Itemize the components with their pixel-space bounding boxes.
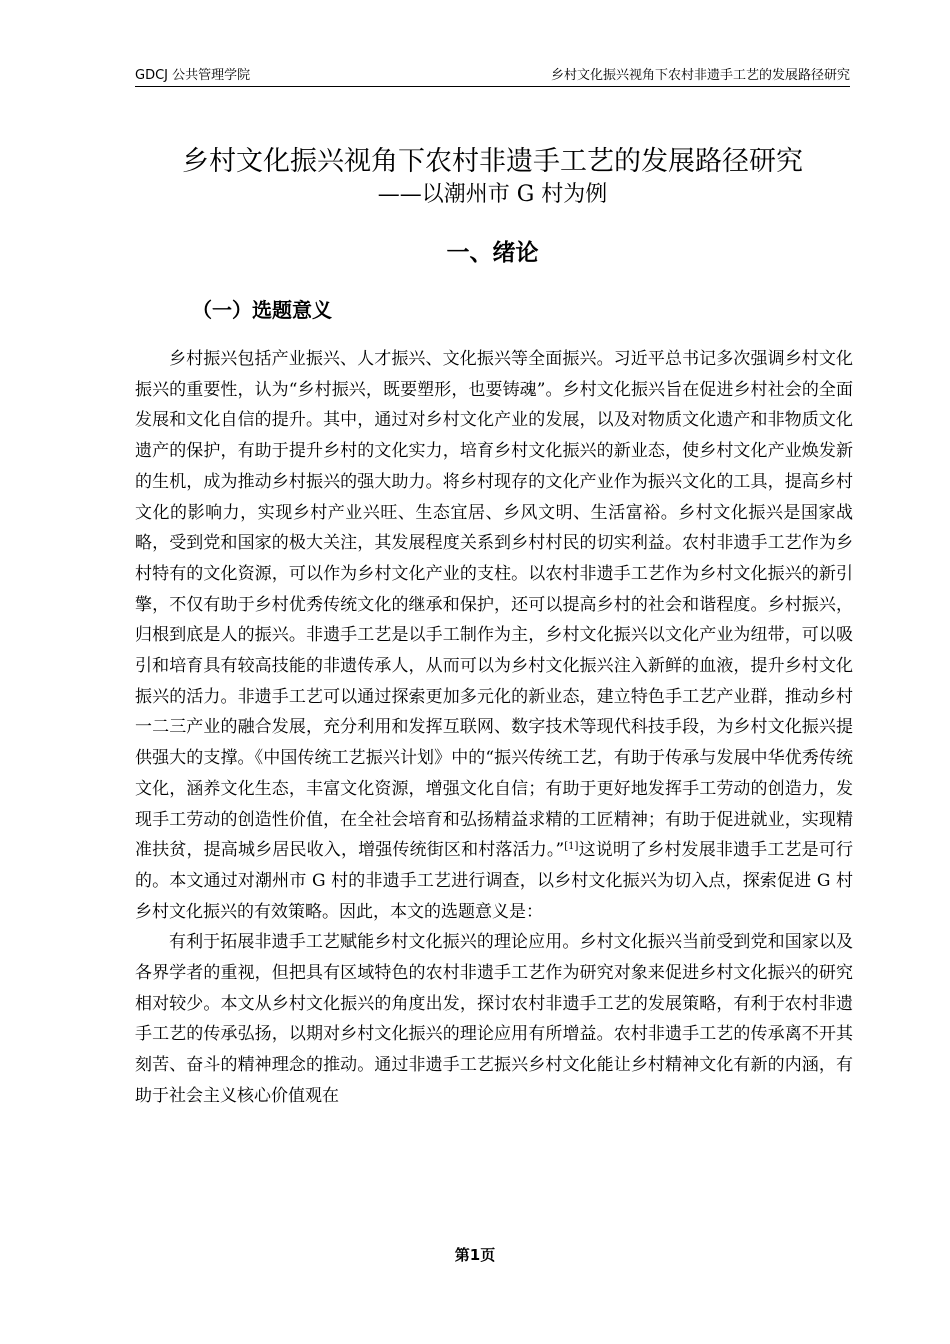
body-text: [135, 344, 853, 1112]
paragraph-1: [135, 344, 853, 927]
citation-ref[interactable]: [1]: [564, 841, 579, 853]
section-heading: 一、绪论: [446, 240, 539, 266]
header-running-title: 乡村文化振兴视角下农村非遗手工艺的发展路径研究: [550, 68, 850, 83]
subsection-heading: （一）选题意义: [192, 298, 332, 322]
paragraph-1-text-a: 乡村振兴包括产业振兴、人才振兴、文化振兴等全面振兴。习近平总书记多次强调乡村文化振兴的重要性，认为“乡村振兴，既要塑形，也要铸魂”。乡村文化振兴旨在促进乡村社会的全面发展和文化自信的提升。其中，通过对乡村文化产业的发展，以及对物质文化遗产和非物质文化遗产的保护，有助于提升乡村的文化实力，培育乡村文化振兴的新业态，使乡村文化产业焕发新的生机，成为推动乡村振兴的强大助力。将乡村现存的文化产业作为振兴文化的工具，提高乡村文化的影响力，实现乡村产业兴旺、生态宜居、乡风文明、生活富裕。乡村文化振兴是国家战略，受到党和国家的极大关注，其发展程度关系到乡村村民的切实利益。农村非遗手工艺作为乡村特有的文化资源，可以作为乡村文化产业的支柱。以农村非遗手工艺作为乡村文化振兴的新引擎，不仅有助于乡村优秀传统文化的继承和保护，还可以提高乡村的社会和谐程度。乡村振兴，归根到底是人的振兴。非遗手工艺是以手工制作为主，乡村文化振兴以文化产业为纽带，可以吸引和培育具有较高技能的非遗传承人，从而可以为乡村文化振兴注入新鲜的血液，提升乡村文化振兴的活力。非遗手工艺可以通过探索更加多元化的新业态，建立特色手工艺产业群，推动乡村一二三产业的融合发展，充分利用和发挥互联网、数字技术等现代科技手段，为乡村文化振兴提供强大的支撑。《中国传统工艺振兴计划》中的“振兴传统工艺，有助于传承与发展中华优秀传统文化，涵养文化生态，丰富文化资源，增强文化自信；有助于更好地发挥手工劳动的创造力，发现手工劳动的创造性价值，在全社会培育和弘扬精益求精的工匠精神；有助于促进就业，实现精准扶贫，提高城乡居民收入，增强传统街区和村落活力。”: [135, 349, 853, 861]
header-institution: GDCJ 公共管理学院: [135, 68, 251, 83]
page-number: 第1页: [454, 1246, 496, 1264]
paper-subtitle: ——以潮州市 G 村为例: [377, 182, 608, 207]
paragraph-2: 有利于拓展非遗手工艺赋能乡村文化振兴的理论应用。乡村文化振兴当前受到党和国家以及各界学者的重视，但把具有区域特色的农村非遗手工艺作为研究对象来促进乡村文化振兴的研究相对较少。本文从乡村文化振兴的角度出发，探讨农村非遗手工艺的发展策略，有利于农村非遗手工艺的传承弘扬，以期对乡村文化振兴的理论应用有所增益。农村非遗手工艺的传承离不开其刻苦、奋斗的精神理念的推动。通过非遗手工艺振兴乡村文化能让乡村精神文化有新的内涵，有助于社会主义核心价值观在: [135, 932, 853, 1106]
page-header: [135, 66, 850, 87]
paper-title: 乡村文化振兴视角下农村非遗手工艺的发展路径研究: [182, 146, 803, 177]
paragraph-1-text-b: 这说明了乡村发展非遗手工艺是可行的。本文通过对潮州市 G 村的非遗手工艺进行调查，以乡村文化振兴为切入点，探索促进 G 村乡村文化振兴的有效策略。因此，本文的选题意义是：: [135, 840, 853, 922]
